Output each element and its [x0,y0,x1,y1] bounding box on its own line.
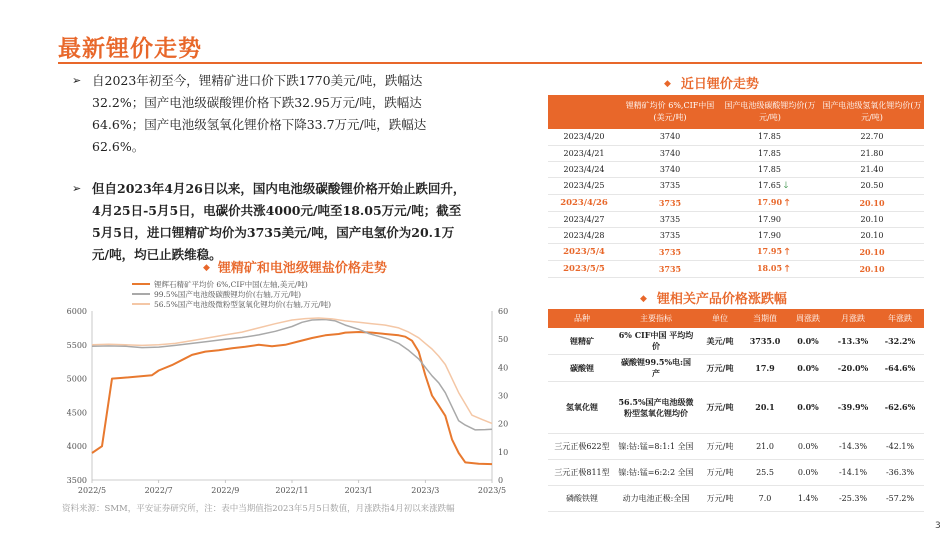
table-row [548,382,924,434]
ore-price-cell: 3735 [620,243,720,260]
x-tick-label: 2022/9 [211,486,240,495]
ore-price-cell: 3740 [620,145,720,161]
carbonate-price-cell [720,177,820,194]
ore-price-cell: 3735 [620,194,720,211]
ore-price-cell: 3740 [620,161,720,177]
title-divider [58,62,922,64]
table-row [548,243,924,260]
series-line-3 [92,318,492,423]
yearly-change-cell: -32.2% [876,328,924,355]
date-cell: 2023/4/21 [548,145,620,161]
ore-price-cell: 3735 [620,227,720,243]
monthly-change-cell: -39.9% [830,382,876,434]
y-tick-label-left: 5500 [66,340,87,350]
ore-price-cell: 3740 [620,129,720,145]
product-name-cell: 锂精矿 [548,328,616,355]
date-cell: 2023/4/25 [548,177,620,194]
yearly-change-cell: -57.2% [876,486,924,512]
unit-cell: 美元/吨 [696,328,744,355]
weekly-change-cell: 1.4% [786,486,830,512]
hydroxide-price-cell: 20.10 [820,211,924,227]
unit-cell: 万元/吨 [696,460,744,486]
monthly-change-cell: -14.3% [830,434,876,460]
carbonate-value: 17.90 [758,214,781,224]
recent-prices-table [548,95,924,278]
header-cell: 国产电池级氢氧化锂均价(万元/吨) [820,95,924,129]
table-header-row [548,95,924,129]
y-tick-label-left: 5000 [66,374,87,384]
hydroxide-price-cell: 20.10 [820,243,924,260]
date-cell: 2023/4/20 [548,129,620,145]
hydroxide-price-cell: 21.40 [820,161,924,177]
y-tick-label-left: 4000 [66,442,87,452]
header-cell: 月涨跌 [830,309,876,328]
ore-price-cell: 3735 [620,177,720,194]
current-value-cell: 21.0 [744,434,786,460]
table-row [548,434,924,460]
carbonate-price-cell [720,211,820,227]
x-tick-label: 2022/5 [77,486,107,495]
y-tick-label-right: 60 [498,307,509,316]
product-prices-table [548,309,924,512]
product-name-cell: 三元正极811型 [548,460,616,486]
x-tick-label: 2022/11 [275,486,309,495]
x-tick-label: 2023/1 [344,486,373,495]
lithium-price-chart [52,272,522,497]
yearly-change-cell: -62.6% [876,382,924,434]
indicator-cell: 56.5%国产电池级微粉型氢氧化锂均价 [616,382,696,434]
carbonate-value: 17.90 [756,196,783,207]
yearly-change-cell: -42.1% [876,434,924,460]
hydroxide-price-cell: 21.80 [820,145,924,161]
yearly-change-cell: -36.3% [876,460,924,486]
header-cell: 国产电池级碳酸锂均价(万元/吨) [720,95,820,129]
indicator-cell: 6% CIF中国 平均均价 [616,328,696,355]
legend-label: 锂辉石精矿平均价 6%,CIF中国(左轴,美元/吨) [154,280,308,289]
date-cell: 2023/4/27 [548,211,620,227]
unit-cell: 万元/吨 [696,355,744,382]
product-name-cell: 氢氧化锂 [548,382,616,434]
header-cell: 当期值 [744,309,786,328]
table-row [548,145,924,161]
carbonate-price-cell [720,243,820,260]
header-cell: 单位 [696,309,744,328]
hydroxide-price-cell: 22.70 [820,129,924,145]
series-line-1 [92,332,492,464]
ore-price-cell: 3735 [620,260,720,277]
y-tick-label-right: 0 [498,476,504,485]
x-tick-label: 2023/5 [477,486,507,495]
carbonate-price-cell [720,161,820,177]
table-row [548,211,924,227]
current-value-cell: 20.1 [744,382,786,434]
table-row [548,161,924,177]
y-tick-label-right: 10 [498,447,509,457]
header-cell: 主要指标 [616,309,696,328]
indicator-cell: 镍:钴:锰=8:1:1 全国 [616,434,696,460]
hydroxide-price-cell: 20.10 [820,260,924,277]
table-row [548,460,924,486]
header-cell: 年涨跌 [876,309,924,328]
date-cell: 2023/4/24 [548,161,620,177]
header-cell [548,95,620,129]
x-tick-label: 2022/7 [144,486,173,495]
arrow-bullet-icon: ➢ [72,182,82,195]
hydroxide-price-cell: 20.50 [820,177,924,194]
carbonate-price-cell [720,260,820,277]
header-cell: 周涨跌 [786,309,830,328]
arrow-down-icon: 🡓 [783,180,789,191]
carbonate-value: 17.90 [758,230,781,240]
carbonate-price-cell [720,227,820,243]
indicator-cell: 动力电池正极:全国 [616,486,696,512]
weekly-change-cell: 0.0% [786,434,830,460]
page-number: 3 [935,521,941,531]
arrow-up-icon: 🡑 [784,246,790,257]
diamond-icon: ◆ [664,79,671,89]
date-cell: 2023/4/28 [548,227,620,243]
unit-cell: 万元/吨 [696,434,744,460]
carbonate-value: 17.65 [758,180,781,190]
arrow-up-icon: 🡑 [784,197,790,208]
weekly-change-cell: 0.0% [786,382,830,434]
table-row [548,260,924,277]
current-value-cell: 17.9 [744,355,786,382]
diamond-icon: ◆ [203,263,210,273]
bullet-ytd-decline [72,70,462,158]
y-tick-label-right: 40 [498,363,509,373]
hydroxide-price-cell: 20.10 [820,194,924,211]
indicator-cell: 碳酸锂99.5%电:国产 [616,355,696,382]
monthly-change-cell: -13.3% [830,328,876,355]
date-cell: 2023/4/26 [548,194,620,211]
arrow-up-icon: 🡑 [784,263,790,274]
source-note: 资料来源：SMM，平安证券研究所，注：表中当期值指2023年5月5日数值，月涨跌指4月初以来涨跌幅 [62,504,455,514]
y-tick-label-left: 4500 [66,408,87,418]
chart-title: ◆ 锂精矿和电池级锂盐价格走势 [203,261,387,276]
table-row [548,355,924,382]
diamond-icon: ◆ [640,294,647,304]
recent-prices-title: ◆ 近日锂价走势 [664,77,759,92]
weekly-change-cell: 0.0% [786,460,830,486]
yearly-change-cell: -64.6% [876,355,924,382]
table-row [548,227,924,243]
carbonate-value: 18.05 [756,262,783,273]
carbonate-price-cell [720,194,820,211]
date-cell: 2023/5/4 [548,243,620,260]
carbonate-price-cell [720,129,820,145]
bullet-price-rebound [72,178,467,266]
monthly-change-cell: -14.1% [830,460,876,486]
product-prices-title: ◆ 锂相关产品价格涨跌幅 [640,292,787,307]
table-row [548,194,924,211]
table-row [548,486,924,512]
y-tick-label-right: 20 [498,419,509,429]
table-header-row [548,309,924,328]
bullet-text: 但自2023年4月26日以来，国内电池级碳酸锂价格开始止跌回升，4月25日-5月5日，电碳价共涨4000元/吨至18.05万元/吨；截至5月5日，进口锂精矿均价为3735美元/吨，国产电氢价为20.1万元/吨，均已止跌维稳。 [92,181,466,262]
y-tick-label-left: 3500 [66,476,87,485]
indicator-cell: 镍:钴:锰=6:2:2 全国 [616,460,696,486]
carbonate-value: 17.85 [758,164,781,174]
arrow-bullet-icon: ➢ [72,74,82,87]
product-name-cell: 三元正极622型 [548,434,616,460]
weekly-change-cell: 0.0% [786,355,830,382]
current-value-cell: 25.5 [744,460,786,486]
ore-price-cell: 3735 [620,211,720,227]
legend-label: 56.5%国产电池级微粉型氢氧化锂均价(右轴,万元/吨) [154,300,332,309]
carbonate-value: 17.85 [758,148,781,158]
table-row [548,177,924,194]
legend-label: 99.5%国产电池级碳酸锂均价(右轴,万元/吨) [154,290,302,299]
table-row [548,328,924,355]
carbonate-value: 17.85 [758,132,781,142]
current-value-cell: 7.0 [744,486,786,512]
x-tick-label: 2023/3 [411,486,440,495]
date-cell: 2023/5/5 [548,260,620,277]
bullet-text: 自2023年初至今，锂精矿进口价下跌1770美元/吨，跌幅达32.2%；国产电池级碳酸锂价格下跌32.95万元/吨，跌幅达64.6%；国产电池级氢氧化锂价格下降33.7万元/吨，跌幅达62.6%。 [92,73,427,154]
table-row [548,129,924,145]
page-title: 最新锂价走势 [58,36,202,62]
product-name-cell: 碳酸锂 [548,355,616,382]
unit-cell: 万元/吨 [696,486,744,512]
current-value-cell: 3735.0 [744,328,786,355]
product-name-cell: 磷酸铁锂 [548,486,616,512]
y-tick-label-right: 30 [498,391,509,401]
unit-cell: 万元/吨 [696,382,744,434]
y-tick-label-right: 50 [498,335,509,345]
carbonate-value: 17.95 [756,245,783,256]
hydroxide-price-cell: 20.10 [820,227,924,243]
monthly-change-cell: -25.3% [830,486,876,512]
y-tick-label-left: 6000 [66,307,87,316]
header-cell: 品种 [548,309,616,328]
carbonate-price-cell [720,145,820,161]
monthly-change-cell: -20.0% [830,355,876,382]
weekly-change-cell: 0.0% [786,328,830,355]
header-cell: 锂精矿均价 6%,CIF中国(美元/吨) [620,95,720,129]
